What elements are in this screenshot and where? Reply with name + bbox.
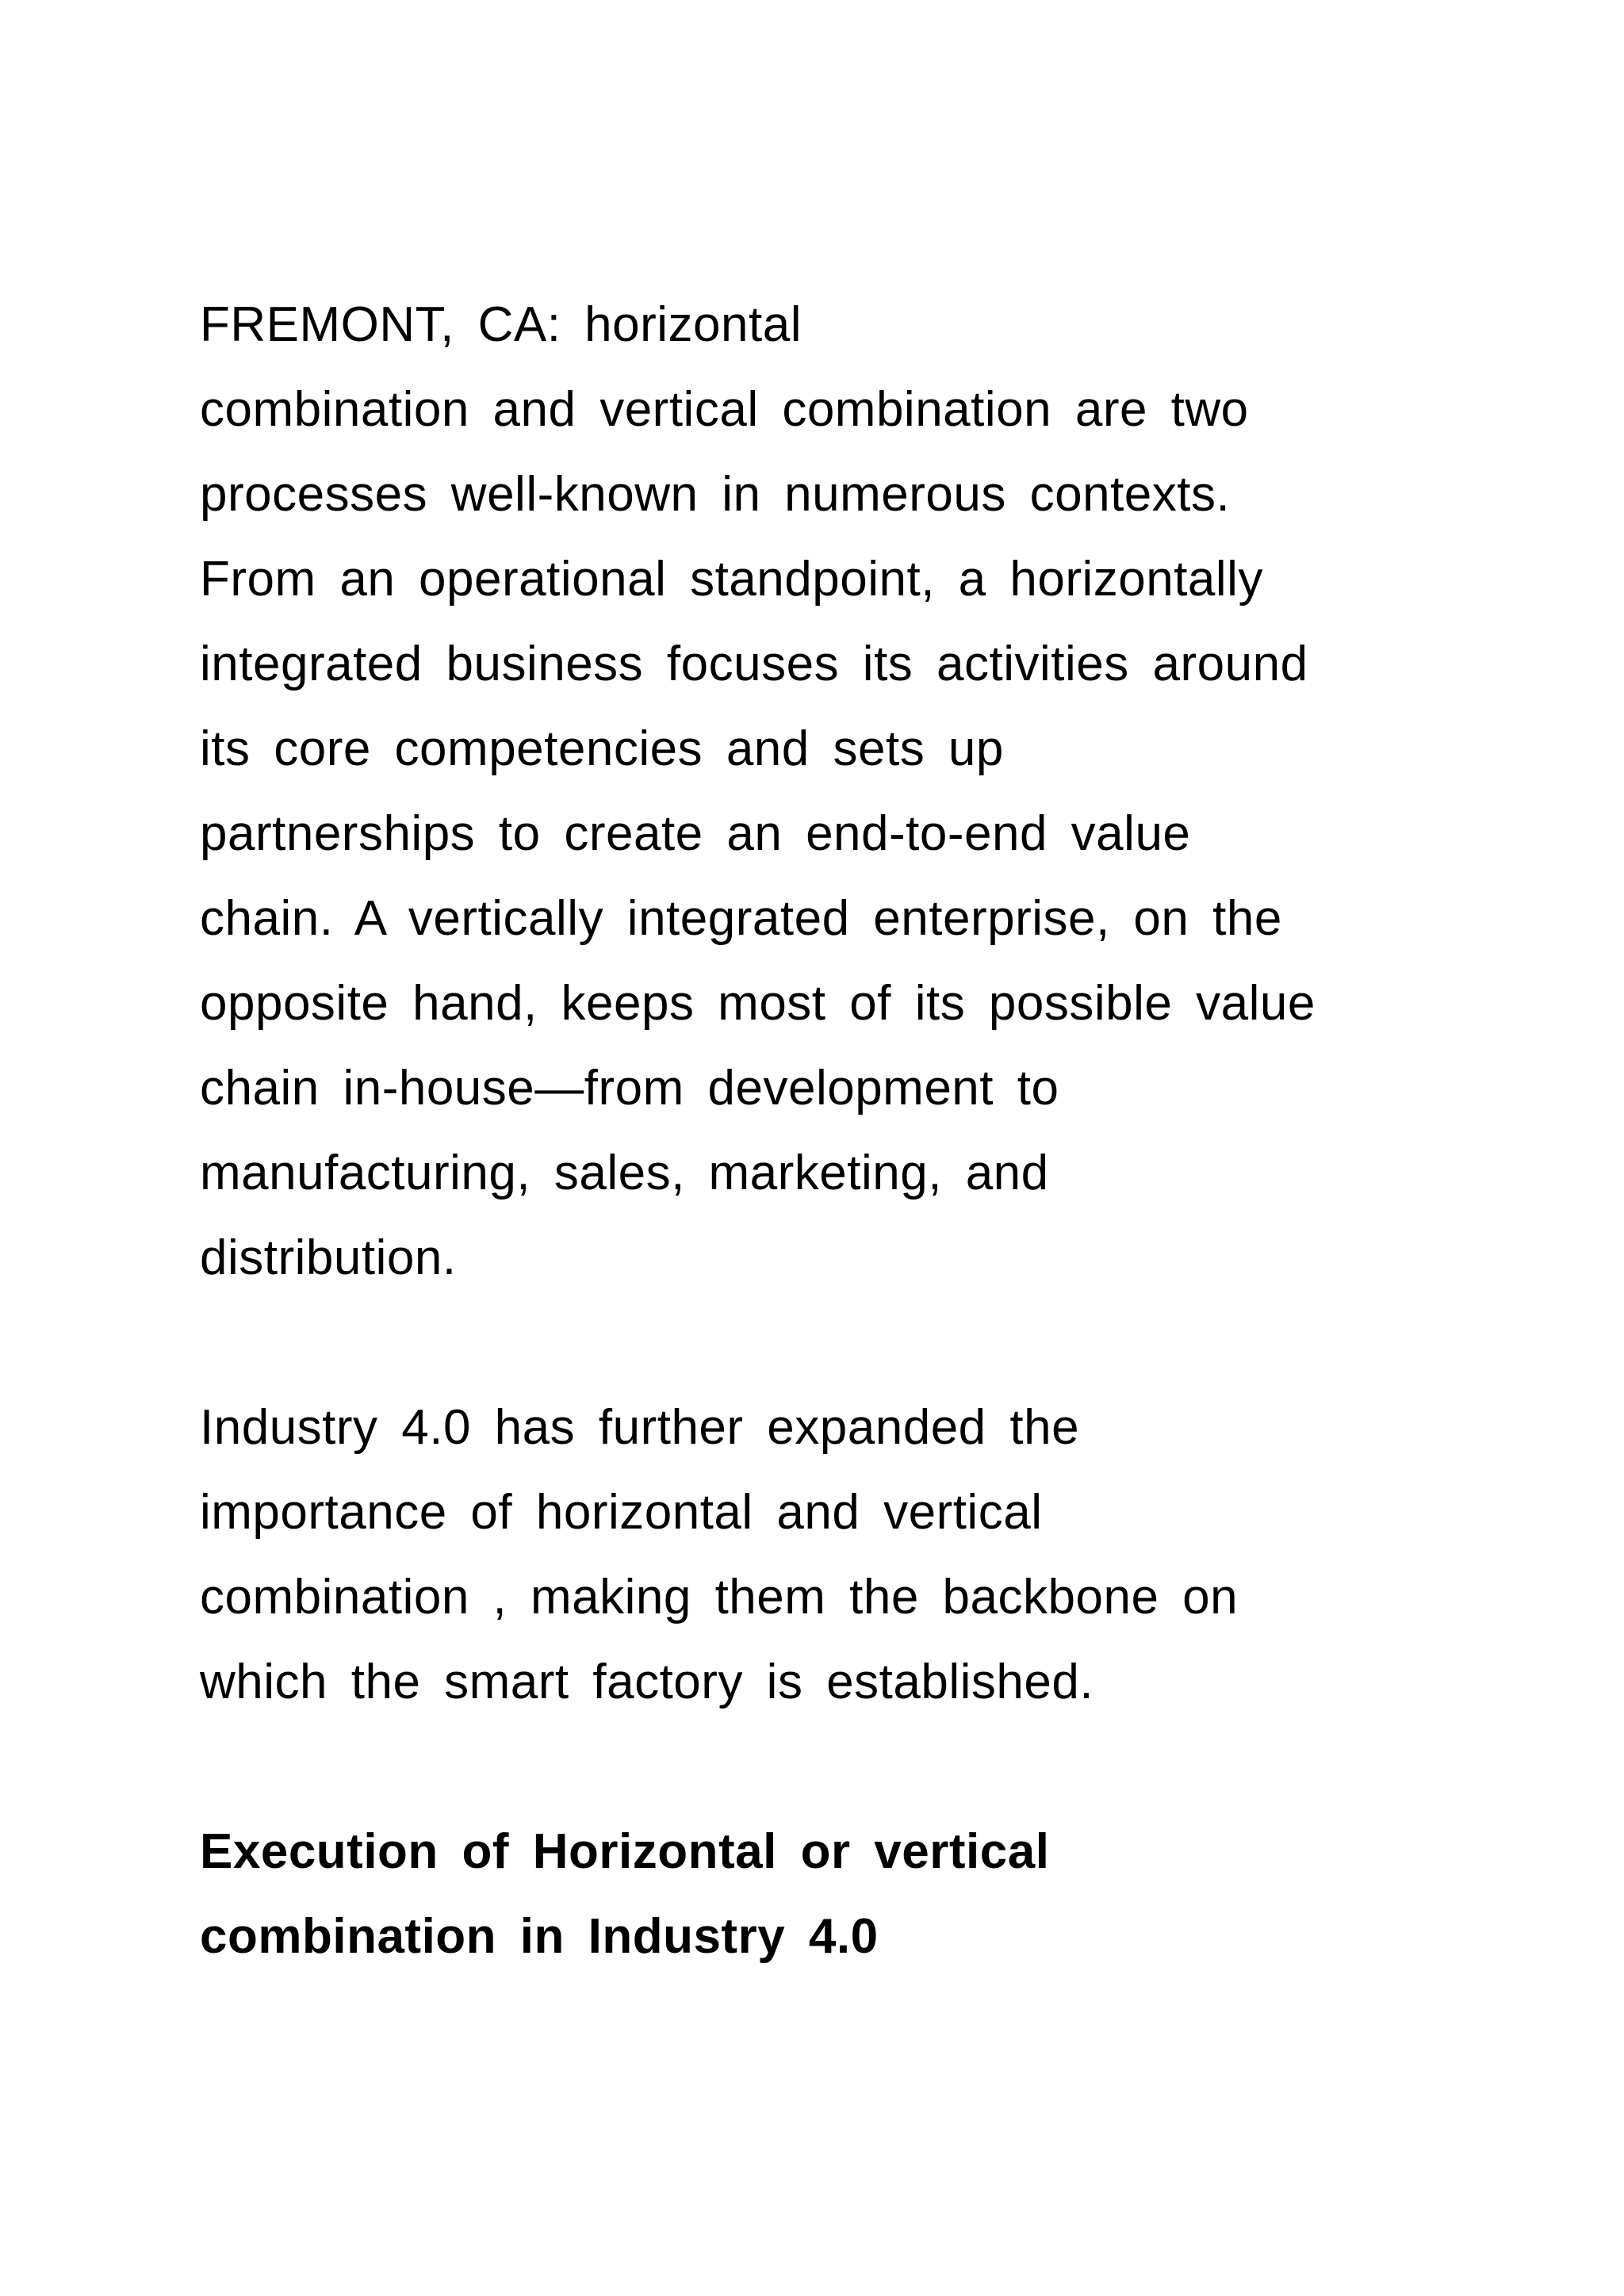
text-line: combination , making them the backbone on bbox=[200, 1570, 1239, 1624]
text-line: which the smart factory is established. bbox=[200, 1655, 1094, 1709]
paragraph-industry bbox=[200, 1385, 1469, 1724]
text-line: Industry 4.0 has further expanded the bbox=[200, 1400, 1080, 1455]
text-line: its core competencies and sets up bbox=[200, 721, 1004, 776]
text-line: importance of horizontal and vertical bbox=[200, 1485, 1043, 1540]
section-heading bbox=[200, 1809, 1469, 1979]
text-line: chain in-house—from development to bbox=[200, 1061, 1059, 1115]
heading-line: combination in Industry 4.0 bbox=[200, 1909, 879, 1964]
text-line: From an operational standpoint, a horizontally bbox=[200, 552, 1263, 607]
text-line: chain. A vertically integrated enterprise, on the bbox=[200, 891, 1282, 946]
text-line: distribution. bbox=[200, 1230, 457, 1285]
text-line: opposite hand, keeps most of its possible value bbox=[200, 976, 1316, 1031]
text-line: manufacturing, sales, marketing, and bbox=[200, 1146, 1049, 1200]
document-page bbox=[200, 282, 1469, 1979]
text-line: integrated business focuses its activities around bbox=[200, 637, 1308, 691]
text-line: processes well-known in numerous contexts. bbox=[200, 467, 1231, 522]
paragraph-intro bbox=[200, 282, 1469, 1300]
heading-line: Execution of Horizontal or vertical bbox=[200, 1824, 1050, 1879]
text-line: combination and vertical combination are two bbox=[200, 382, 1249, 437]
text-line: partnerships to create an end-to-end value bbox=[200, 806, 1191, 861]
text-line: FREMONT, CA: horizontal bbox=[200, 297, 802, 352]
